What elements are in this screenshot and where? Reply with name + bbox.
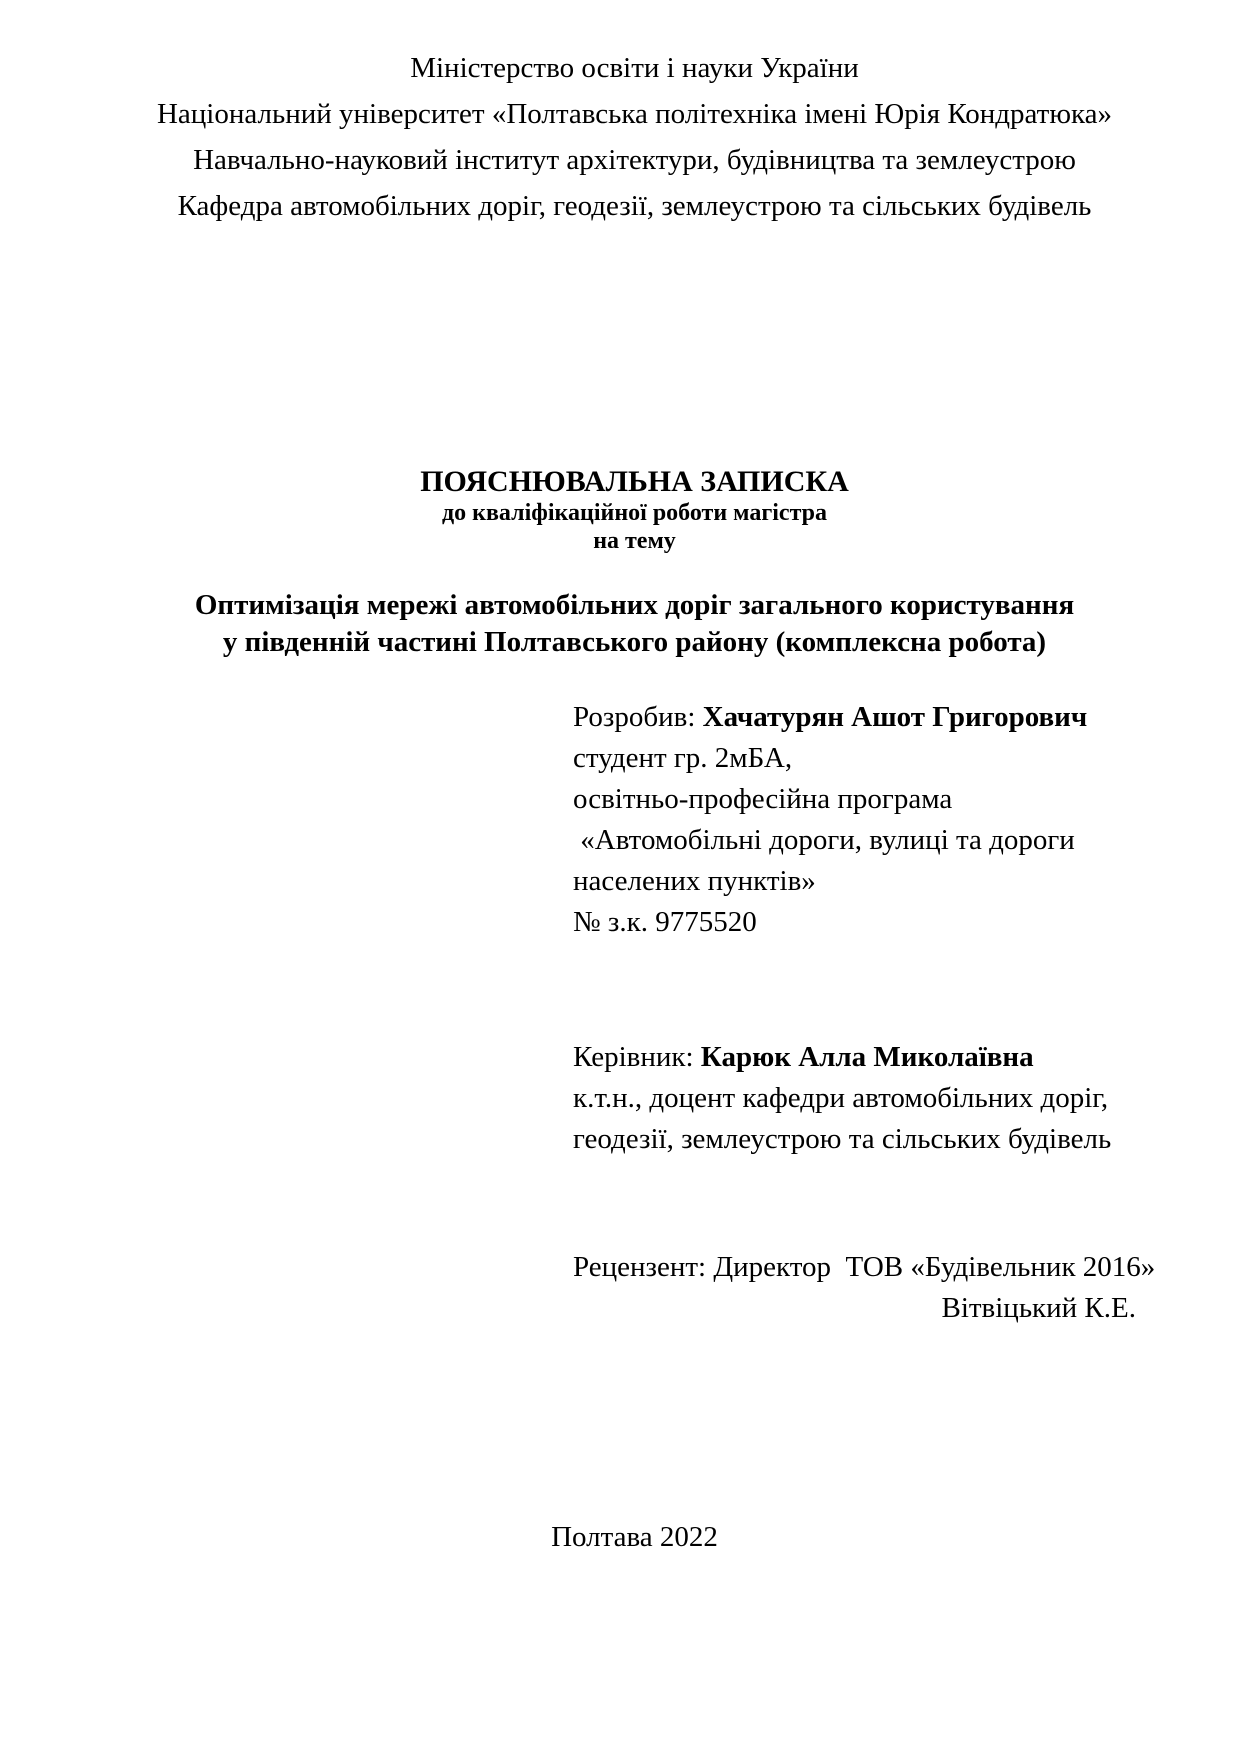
author-label: Розробив: <box>573 701 703 733</box>
header-institute: Навчально-науковий інститут архітектури, будівництва та землеустрою <box>193 144 1076 176</box>
author-name: Хачатурян Ашот Григорович <box>702 701 1088 733</box>
author-group: студент гр. 2мБА, <box>573 742 793 774</box>
document-header <box>118 45 1151 229</box>
thesis-topic <box>118 587 1151 661</box>
document-subtitle-topic: на тему <box>593 528 676 554</box>
author-program-name-2: населених пунктів» <box>573 865 816 897</box>
author-program: освітньо-професійна програма <box>573 783 953 815</box>
supervisor-label: Керівник: <box>573 1041 701 1073</box>
supervisor-degree: к.т.н., доцент кафедри автомобільних доріг, <box>573 1082 1109 1114</box>
supervisor-name: Карюк Алла Миколаївна <box>700 1041 1034 1073</box>
thesis-topic-line2: у південній частині Полтавського району (комплексна робота) <box>222 626 1047 658</box>
header-department: Кафедра автомобільних доріг, геодезії, землеустрою та сільських будівель <box>177 190 1092 222</box>
header-university: Національний університет «Полтавська політехніка імені Юрія Кондратюка» <box>156 98 1113 130</box>
city-year: Полтава 2022 <box>551 1521 718 1553</box>
supervisor-line <box>573 1037 1151 1078</box>
thesis-topic-line1: Оптимізація мережі автомобільних доріг загального користування <box>194 589 1075 621</box>
reviewer-name: Вітвіцький К.Е. <box>941 1292 1136 1324</box>
supervisor-department: геодезії, землеустрою та сільських будівель <box>573 1123 1112 1155</box>
reviewer-block <box>573 1247 1156 1329</box>
author-line <box>573 697 1151 738</box>
supervisor-block <box>573 1037 1151 1160</box>
author-record-number: № з.к. 9775520 <box>573 906 757 938</box>
reviewer-line: Рецензент: Директор ТОВ «Будівельник 2016» <box>573 1251 1156 1283</box>
document-title: ПОЯСНЮВАЛЬНА ЗАПИСКА <box>420 465 849 498</box>
author-block <box>573 697 1151 943</box>
author-program-name-1: «Автомобільні дороги, вулиці та дороги <box>573 824 1075 856</box>
header-ministry: Міністерство освіти і науки України <box>410 52 859 84</box>
document-subtitle: до кваліфікаційної роботи магістра <box>442 500 827 526</box>
